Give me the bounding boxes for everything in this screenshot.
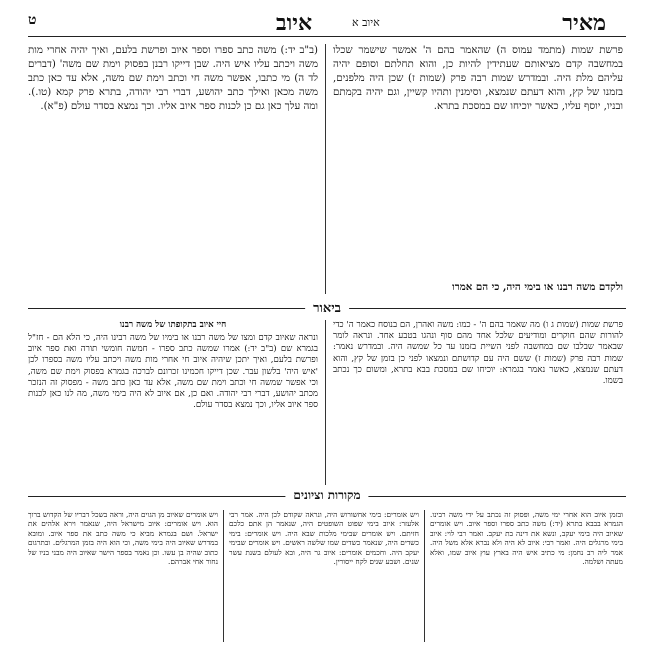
biur-left-subtitle: חיי איוב בתקופתו של משה רבנו [119, 320, 227, 330]
column-divider [325, 320, 326, 485]
biur-heading: ביאור [305, 300, 349, 316]
main-text-closing-line: ולקדם משה רבנו או בימי היה, כי הם אמרו [452, 281, 623, 293]
commentary-title: מאיר [562, 10, 606, 36]
chapter-reference: איוב א [352, 16, 380, 29]
sources-column-1: ובזמן איוב הוא אחרי ימי משה, ופסוק זה נכתב על ידי משה רבינו. הגמרא בבבא בתרא (יד:) משה כתב ספרו וספר איוב. ויש אומרים שאיוב היה בימי יעקב, ונשא את דינה בת יעקב. ואמר רבי לוי: איוב בימי מרגלים היה. ואמר רבי: איוב לא היה ולא נברא אלא משל היה. אמר ליה רב נחמן: מי כתיב איש היה בארץ עוץ איוב שמו, ואלא מעתה ושלמה. [430, 510, 623, 567]
sources-column-3: ויש אומרים שאיוב מן הגוים היה, וראה בשכל דבריו של הקדוש ברוך הוא. ויש אומרים: איוב מישראל היה, שנאמר וירא אלהים את ישראל. ושם בגמרא מביא כי משה כתב את ספר איוב. ומובא במדרש שאיוב היה בימי משה, וכי הוא היה בזמן המרגלים. ובתרגום כתוב שהיה בן עשו. וכן נאמר בספר הישר שאיוב היה מבני בניו של נחור אחי אברהם. [28, 510, 218, 567]
main-text-left-column: (ב"ב יד:) משה כתב ספרו וספר איוב ופרשת בלעם, ואיך יהיה אחרי מות משה ויכתב עליו איש היה. שבן דייקו רבנן בפסוק וימת שם משה' (דברים לד ה) מי כתבו, אפשר משה חי וכתב וימת שם משה, אלא עד כאן כתב משה מכאן ואילך כתב יהושע, דברי רבי יהודה, בתרא פרק קמא (טו.). ומה עלך כאן גם כן לכנות ספר איוב אליו. וכך נמצא בסדר עולם (פ"א). [28, 45, 318, 113]
column-divider [223, 510, 224, 642]
page-number: ט [28, 12, 37, 28]
sources-column-2: ויש אומרים: בימי אחשורוש היה, ונראה שקודם לכן היה. אמר רבי אלעזר: איוב בימי שפוט השופטים היה, שנאמר הן אתם כלכם חזיתם. ויש אומרים שבימי מלכות שבא היה. ויש אומרים: בימי כשדים היה, שנאמר כשדים שמו שלשה ראשים. ויש אומרים שבימי יעקב היה. וחכמים אומרים: איוב גר היה, ובא לעולם בשנת עשר שנים. ושבע שנים לקח ייסורין. [229, 510, 419, 567]
book-title: איוב [276, 10, 313, 36]
biur-divider [28, 300, 626, 318]
header-rule [28, 36, 626, 37]
biur-right-column: פרשת שמות (שמות ג ו) מה שאמר בהם ה' - כמו: משה ואהרן, הם בנוסח כאמר ה' כדי להורות שהם חוקרים ומודיעים שלכל אחד מהם סוף ונהגו בטבע אחד. ונראה לומר שבאמר שבלבו שם במחשבה לפני השיית בזמנו עד כל שמשה היה. ובמדרש נאמר: שמות רבה פרק (שמות ז) ששם היה עם קדושתם ונמצאו לפני כן בזמן של קץ, והוא דעתם שנמצא, כאשר נאמר בגמרא: יוכיחו שם במסכת בבא בתרא, ומשום כך נכתב בשמו. [333, 320, 623, 387]
main-text-right-column: פרשת שמות (מתמד עמוס ה) שהאמר בהם ה' אמשר שישמר שכלו במחשבה קדם מציאותם שעתידין להיות כן, והוא תחלתם וסופם יהיה עליהם מלת היה. ובמדרש שמות רבה פרק (שמות ז) שכן היה מלפנים, בזמנו של קץ, והוא דעתם שנמצא, וסימנין ותהיו קשיין, וגם יהיה בקמתם ובניו, יוסף עליו, כאשר יוכיחו שם במסכת בתרא. [333, 45, 623, 113]
column-divider [325, 44, 326, 294]
biur-left-column: ונראה שאיוב קדם ומצו של משה רבנו או בימיו של משה רבינו היה, כי הלא הם - חז"ל בגמרא שם (ב"ב יד:) אמרו שמשה כתב ספרו - חמשה חומשי תורה ואת ספר איוב ופרשת בלעם, ואיך יתכן שיהיה איוב חי אחרי מות משה ויכתב עליו משה בספרו לכן 'איש היה' בלשון עבר. שכן דייקו חכמינו זכרונם לברכה בגמרא בפסוק וימת שם משה, וכי אפשר שמשה חי וכתב וימת שם משה, אלא עד כאן כתב משה - מפסוק זה הנזכר מכתב יהושע, דברי רבי יהודה. ואם כן, אם איוב לא היה בימי משה, מה לנו כאן לכנות ספר איוב אליו, וכך נמצא בסדר עולם. [28, 333, 318, 411]
column-divider [424, 510, 425, 642]
sources-heading: מקורות וציונים [285, 488, 368, 503]
running-header [28, 6, 626, 34]
sources-divider [28, 488, 626, 506]
